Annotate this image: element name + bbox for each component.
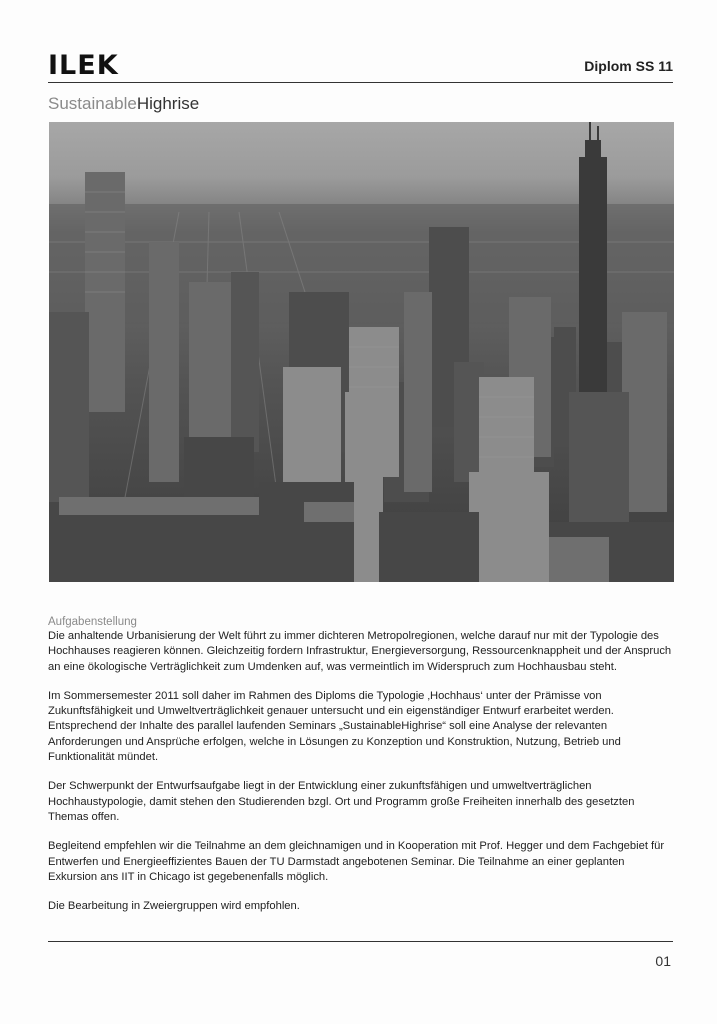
- paragraph: Begleitend empfehlen wir die Teilnahme an dem gleichnamigen und in Kooperation mit Prof. Hegger und dem Fachgebiet für Entwerfen und Energieeffizientes Bauen der TU Darmstadt angebotenen Seminar. Die Teilnahme an einer geplanten Exkursion ans IIT in Chicago ist gegebenenfalls möglich.: [48, 840, 665, 883]
- course-label: Diplom SS 11: [584, 58, 673, 74]
- header-rule: [48, 82, 673, 83]
- project-title-dark: Highrise: [136, 94, 200, 113]
- section-body: [48, 629, 672, 928]
- paragraph: Die anhaltende Urbanisierung der Welt führt zu immer dichteren Metropolregionen, welche darauf nur mit der Typologie des Hochhauses reagieren können. Gleichzeitig fordern Infrastruktur, Energieversorgung, Ressourcenknappheit und der Anspruch an eine ökologische Verträglichkeit zum Umdenken auf, was vermeintlich im Widerspruch zum Hochhausbau steht.: [48, 630, 672, 673]
- paragraph: Der Schwerpunkt der Entwurfsaufgabe liegt in der Entwicklung einer zukunftsfähigen und umweltverträglichen Hochhaustypologie, damit stehen den Studierenden bzgl. Ort und Programm große Freiheiten innerhalb des gesetzten Themas offen.: [48, 780, 635, 823]
- section-heading: Aufgabenstellung: [48, 616, 137, 628]
- project-title-light: Sustainable: [48, 94, 137, 113]
- city-skyline-photo: [49, 122, 674, 582]
- skyline-illustration: [49, 122, 674, 582]
- paragraph: Im Sommersemester 2011 soll daher im Rahmen des Diploms die Typologie ‚Hochhaus‘ unter der Prämisse von Zukunftsfähigkeit und Umweltverträglichkeit genauer untersucht und ein eigenständiger Entwurf erarbeitet werden. Entsprechend der Inhalte des parallel laufenden Seminars „SustainableHighrise“ soll eine Analyse der relevanten Anforderungen und Ansprüche erfolgen, welche in Lösungen zu Konzeption und Konstruktion, Nutzung, Betrieb und Funktionalität mündet.: [48, 689, 621, 764]
- paragraph: Die Bearbeitung in Zweiergruppen wird empfohlen.: [48, 900, 300, 913]
- project-title: [48, 94, 199, 114]
- footer-rule: [48, 941, 673, 942]
- page-number: 01: [655, 953, 671, 969]
- ilek-logo: ILEK: [48, 50, 119, 81]
